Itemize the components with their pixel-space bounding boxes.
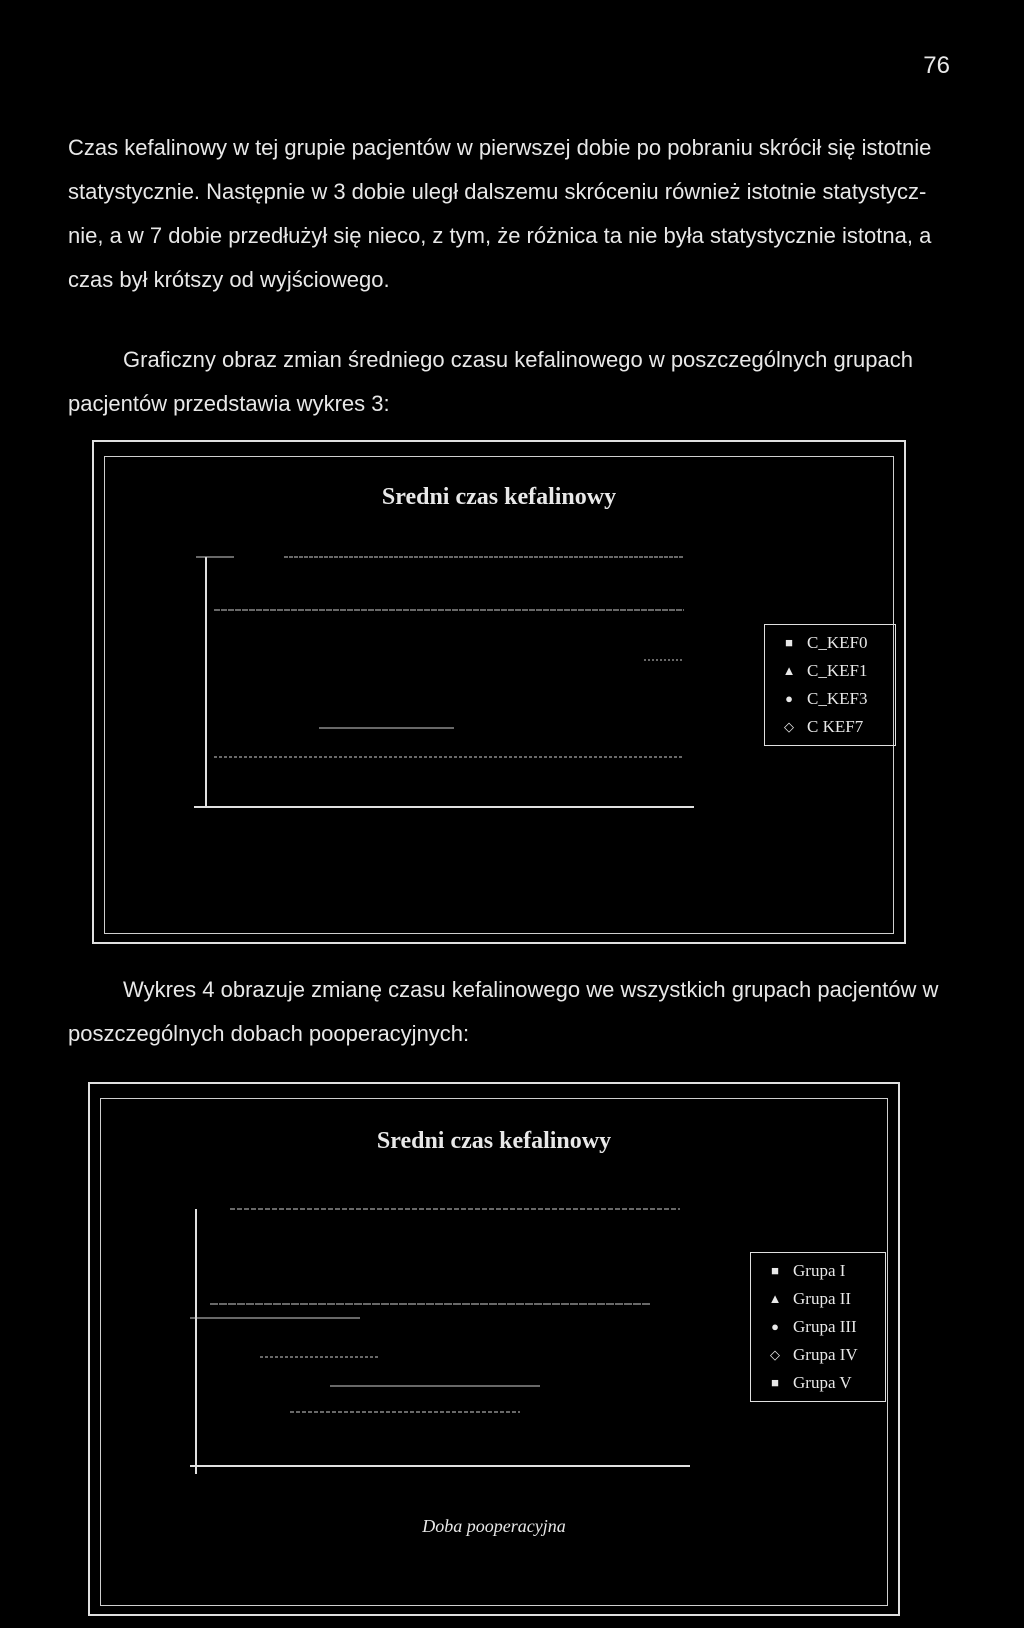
legend-label: Grupa I [793, 1261, 846, 1280]
legend-item [757, 1313, 879, 1341]
text-line: nie, a w 7 dobie przedłużył się nieco, z tym, że różnica ta nie była statystycznie istotna, a [68, 223, 932, 248]
text-line: Graficzny obraz zmian średniego czasu kefalinowego w poszczególnych grupach [123, 347, 913, 372]
paragraph-1 [68, 126, 958, 302]
circle-marker-icon: ● [785, 691, 793, 706]
chart-1 [92, 440, 906, 944]
circle-marker-icon: ● [771, 1319, 779, 1334]
triangle-marker-icon: ▲ [768, 1291, 782, 1306]
text-line: Czas kefalinowy w tej grupie pacjentów w pierwszej dobie po pobraniu skrócił się istotnie [68, 135, 932, 160]
legend-item [771, 629, 889, 657]
chart-2 [88, 1082, 900, 1616]
square-marker-icon: ■ [771, 1375, 779, 1390]
legend-item [757, 1369, 879, 1397]
text-line: pacjentów przedstawia wykres 3: [68, 391, 390, 416]
chart-2-plot [190, 1204, 690, 1484]
legend-label: Grupa III [793, 1317, 857, 1336]
paragraph-2 [68, 338, 958, 426]
text-line: poszczególnych dobach pooperacyjnych: [68, 1021, 470, 1046]
legend-label: Grupa II [793, 1289, 852, 1308]
legend-label: C_KEF3 [807, 689, 868, 708]
page-number: 76 [923, 52, 950, 79]
chart-2-title: Sredni czas kefalinowy [376, 1128, 612, 1154]
legend-item [757, 1285, 879, 1313]
paragraph-3 [68, 968, 958, 1056]
legend-label: Grupa V [793, 1373, 852, 1392]
text-line: Wykres 4 obrazuje zmianę czasu kefalinowego we wszystkich grupach pacjentów w [123, 977, 939, 1002]
legend-label: C_KEF0 [807, 633, 868, 652]
legend-label: C_KEF1 [807, 661, 868, 680]
triangle-marker-icon: ▲ [782, 663, 796, 678]
legend-item [771, 657, 889, 685]
x-axis-title: Doba pooperacyjna [422, 1516, 566, 1536]
legend-item [757, 1257, 879, 1285]
square-marker-icon: ■ [785, 635, 793, 650]
diamond-marker-icon: ◇ [770, 1347, 780, 1362]
chart-1-legend [764, 624, 896, 746]
chart-1-plot [194, 552, 694, 822]
legend-label: C KEF7 [807, 717, 864, 736]
text-line: czas był krótszy od wyjściowego. [68, 267, 390, 292]
legend-item [771, 685, 889, 713]
legend-item [757, 1341, 879, 1369]
chart-2-legend [750, 1252, 886, 1402]
legend-label: Grupa IV [793, 1345, 858, 1364]
diamond-marker-icon: ◇ [784, 719, 794, 734]
square-marker-icon: ■ [771, 1263, 779, 1278]
legend-item [771, 713, 889, 741]
text-line: statystycznie. Następnie w 3 dobie uległ dalszemu skróceniu również istotnie statystycz- [68, 179, 927, 204]
chart-1-title: Sredni czas kefalinowy [381, 484, 617, 510]
